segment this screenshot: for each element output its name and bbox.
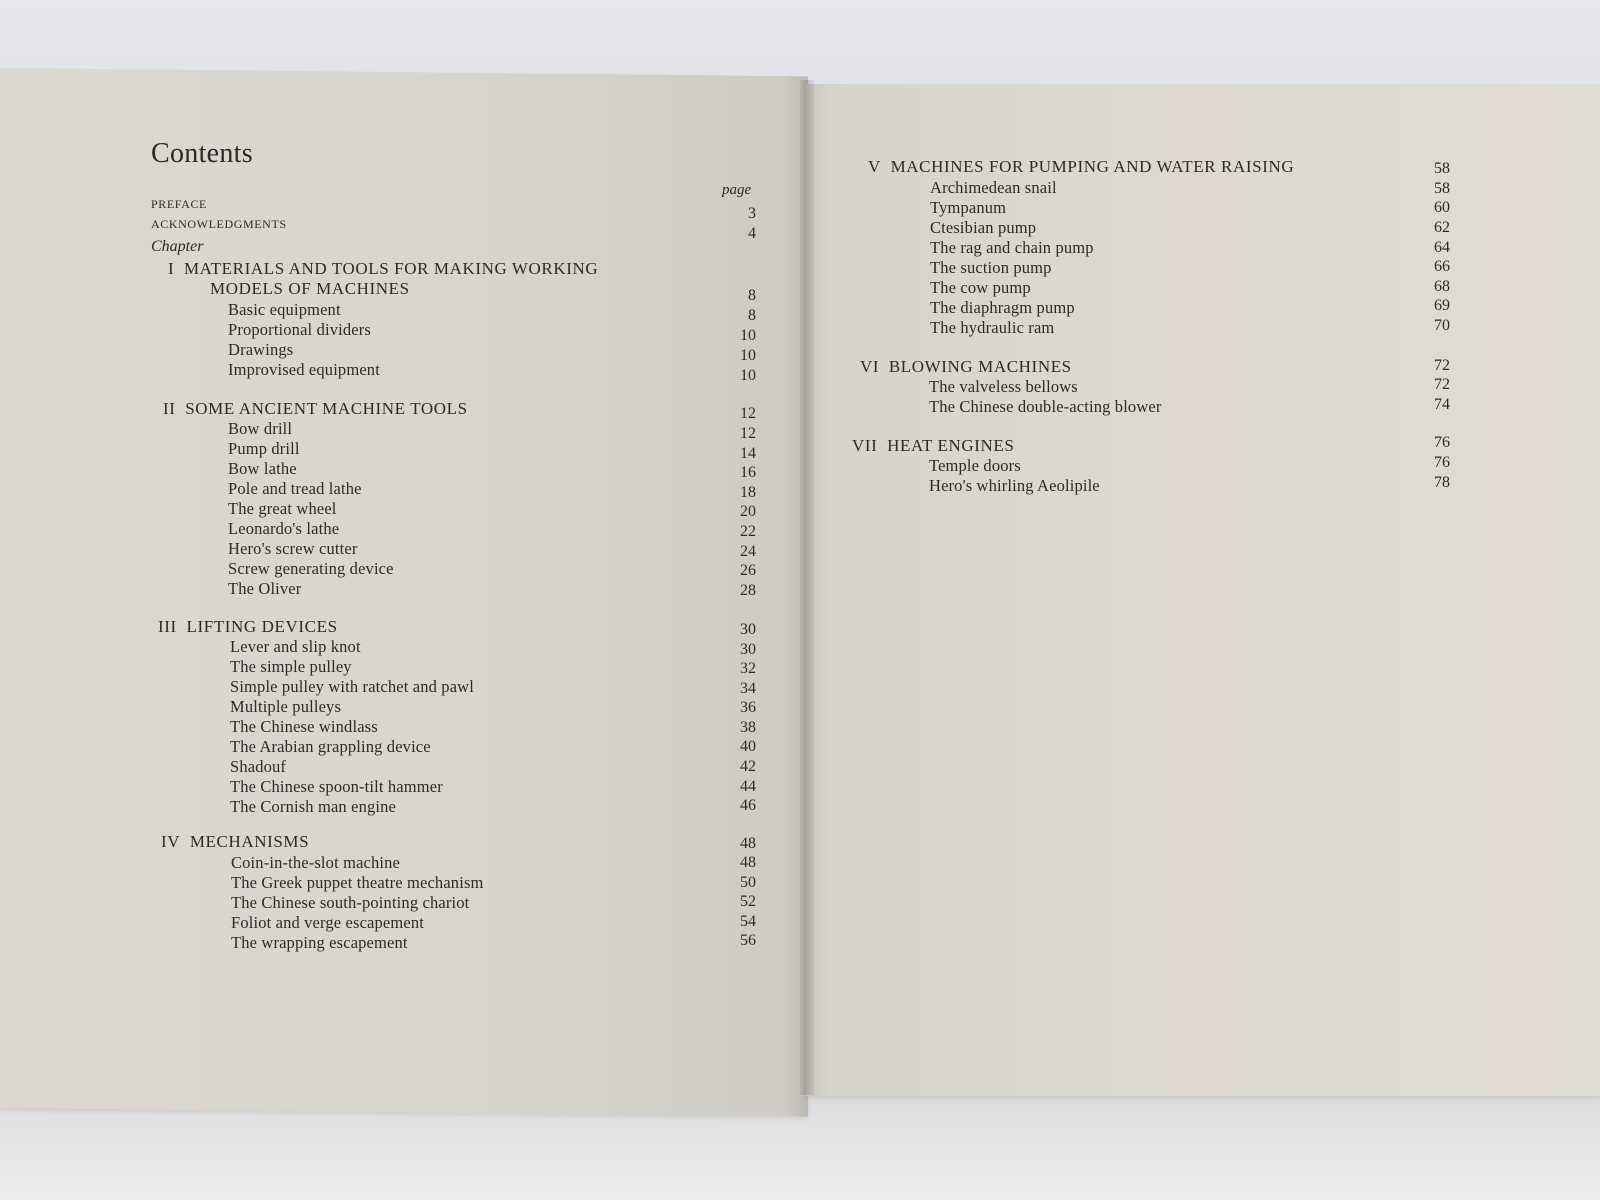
section-coin-in-slot-page: 48 bbox=[740, 854, 756, 871]
section-basic-equipment: Basic equipment bbox=[228, 300, 341, 319]
chapter-v-title: MACHINES FOR PUMPING AND WATER RAISING bbox=[890, 157, 1295, 176]
book-gutter bbox=[800, 80, 814, 1095]
section-rag-chain-pump: The rag and chain pump bbox=[930, 238, 1094, 257]
section-simple-pulley-ratchet-page: 34 bbox=[740, 680, 756, 697]
section-heros-aeolipile: Hero's whirling Aeolipile bbox=[929, 476, 1100, 495]
section-bow-lathe: Bow lathe bbox=[228, 459, 297, 478]
contents-title: Contents bbox=[151, 138, 253, 169]
chapter-vi-title: BLOWING MACHINES bbox=[888, 357, 1072, 376]
section-greek-puppet-theatre-page: 50 bbox=[740, 874, 756, 891]
section-great-wheel: The great wheel bbox=[228, 499, 337, 518]
section-heros-screw-cutter-page: 24 bbox=[740, 543, 756, 560]
section-archimedean-snail: Archimedean snail bbox=[930, 178, 1057, 197]
section-ctesibian-pump-page: 62 bbox=[1434, 219, 1450, 236]
section-coin-in-slot: Coin-in-the-slot machine bbox=[231, 853, 401, 872]
section-foliot-verge: Foliot and verge escapement bbox=[231, 913, 424, 932]
section-the-oliver: The Oliver bbox=[228, 579, 302, 598]
section-tympanum: Tympanum bbox=[930, 198, 1007, 217]
section-valveless-bellows-page: 72 bbox=[1434, 376, 1450, 393]
section-multiple-pulleys-page: 36 bbox=[740, 699, 756, 716]
section-cornish-man-engine: The Cornish man engine bbox=[230, 797, 396, 816]
chapter-column-label: Chapter bbox=[151, 238, 204, 255]
section-heros-screw-cutter: Hero's screw cutter bbox=[228, 539, 358, 558]
section-leonardos-lathe-page: 22 bbox=[740, 523, 756, 540]
section-simple-pulley-page: 32 bbox=[740, 660, 756, 677]
chapter-v-numeral: V bbox=[868, 157, 881, 176]
section-pole-tread-lathe-page: 18 bbox=[740, 484, 756, 501]
section-leonardos-lathe: Leonardo's lathe bbox=[228, 519, 340, 538]
section-archimedean-snail-page: 58 bbox=[1434, 180, 1450, 197]
section-cow-pump-page: 68 bbox=[1434, 278, 1450, 295]
section-simple-pulley-ratchet: Simple pulley with ratchet and pawl bbox=[230, 677, 474, 696]
front-matter-preface: PREFACE bbox=[151, 197, 207, 211]
chapter-iii-heading bbox=[158, 617, 338, 637]
chapter-v-heading bbox=[868, 157, 1294, 177]
chapter-vii-heading bbox=[852, 436, 1014, 456]
section-diaphragm-pump: The diaphragm pump bbox=[930, 298, 1075, 317]
chapter-i-page: 8 bbox=[748, 287, 756, 304]
section-wrapping-escapement: The wrapping escapement bbox=[231, 933, 408, 952]
section-shadouf: Shadouf bbox=[230, 757, 287, 776]
chapter-ii-numeral: II bbox=[163, 399, 176, 418]
chapter-ii-heading bbox=[163, 399, 468, 419]
section-screw-generating-device-page: 26 bbox=[740, 562, 756, 579]
section-simple-pulley: The simple pulley bbox=[230, 657, 352, 676]
chapter-i-heading bbox=[168, 259, 598, 279]
chapter-iv-heading bbox=[161, 832, 309, 852]
section-south-pointing-chariot-page: 52 bbox=[740, 893, 756, 910]
chapter-ii-page: 12 bbox=[740, 405, 756, 422]
section-hydraulic-ram-page: 70 bbox=[1434, 317, 1450, 334]
section-pump-drill-page: 14 bbox=[740, 445, 756, 462]
section-the-oliver-page: 28 bbox=[740, 582, 756, 599]
section-chinese-spoon-tilt-hammer-page: 44 bbox=[740, 778, 756, 795]
section-hydraulic-ram: The hydraulic ram bbox=[930, 318, 1055, 337]
section-suction-pump: The suction pump bbox=[930, 258, 1052, 277]
section-arabian-grappling-device-page: 40 bbox=[740, 738, 756, 755]
section-wrapping-escapement-page: 56 bbox=[740, 932, 756, 949]
section-lever-slip-knot-page: 30 bbox=[740, 641, 756, 658]
section-temple-doors: Temple doors bbox=[929, 456, 1021, 475]
section-screw-generating-device: Screw generating device bbox=[228, 559, 394, 578]
section-drawings: Drawings bbox=[228, 340, 294, 359]
section-rag-chain-pump-page: 64 bbox=[1434, 239, 1450, 256]
section-chinese-windlass-page: 38 bbox=[740, 719, 756, 736]
chapter-v-page: 58 bbox=[1434, 160, 1450, 177]
chapter-vii-title: HEAT ENGINES bbox=[887, 436, 1015, 455]
left-page bbox=[0, 68, 808, 1116]
section-multiple-pulleys: Multiple pulleys bbox=[230, 697, 342, 716]
chapter-ii-title: SOME ANCIENT MACHINE TOOLS bbox=[185, 399, 468, 418]
section-improvised-equipment-page: 10 bbox=[740, 367, 756, 384]
section-improvised-equipment: Improvised equipment bbox=[228, 360, 380, 379]
section-pump-drill: Pump drill bbox=[228, 439, 300, 458]
section-diaphragm-pump-page: 69 bbox=[1434, 297, 1450, 314]
section-south-pointing-chariot: The Chinese south-pointing chariot bbox=[231, 893, 470, 912]
section-foliot-verge-page: 54 bbox=[740, 913, 756, 930]
front-matter-acknowledgments-page: 4 bbox=[748, 225, 756, 242]
chapter-iv-page: 48 bbox=[740, 835, 756, 852]
section-tympanum-page: 60 bbox=[1434, 199, 1450, 216]
section-bow-drill-page: 12 bbox=[740, 425, 756, 442]
front-matter-acknowledgments: ACKNOWLEDGMENTS bbox=[151, 217, 287, 231]
section-heros-aeolipile-page: 78 bbox=[1434, 474, 1450, 491]
section-chinese-spoon-tilt-hammer: The Chinese spoon-tilt hammer bbox=[230, 777, 443, 796]
chapter-i-title-line2: MODELS OF MACHINES bbox=[210, 279, 410, 298]
section-proportional-dividers: Proportional dividers bbox=[228, 320, 371, 339]
section-cornish-man-engine-page: 46 bbox=[740, 797, 756, 814]
chapter-iv-numeral: IV bbox=[161, 832, 181, 851]
chapter-vii-numeral: VII bbox=[852, 436, 878, 455]
right-page bbox=[806, 84, 1600, 1096]
section-bow-drill: Bow drill bbox=[228, 419, 293, 438]
page-column-label: page bbox=[722, 182, 752, 198]
chapter-i-numeral: I bbox=[168, 259, 175, 278]
chapter-iv-title: MECHANISMS bbox=[189, 832, 310, 851]
chapter-i-title: MATERIALS AND TOOLS FOR MAKING WORKING bbox=[183, 259, 599, 278]
section-chinese-double-acting-blower: The Chinese double-acting blower bbox=[929, 397, 1162, 416]
front-matter-preface-page: 3 bbox=[748, 205, 756, 222]
section-ctesibian-pump: Ctesibian pump bbox=[930, 218, 1037, 237]
chapter-vi-heading bbox=[860, 357, 1072, 377]
section-bow-lathe-page: 16 bbox=[740, 464, 756, 481]
section-valveless-bellows: The valveless bellows bbox=[929, 377, 1078, 396]
section-shadouf-page: 42 bbox=[740, 758, 756, 775]
section-basic-equipment-page: 8 bbox=[748, 307, 756, 324]
chapter-vii-page: 76 bbox=[1434, 434, 1450, 451]
section-cow-pump: The cow pump bbox=[930, 278, 1031, 297]
chapter-vi-page: 72 bbox=[1434, 357, 1450, 374]
chapter-iii-numeral: III bbox=[158, 617, 177, 636]
section-temple-doors-page: 76 bbox=[1434, 454, 1450, 471]
section-arabian-grappling-device: The Arabian grappling device bbox=[230, 737, 431, 756]
section-great-wheel-page: 20 bbox=[740, 503, 756, 520]
section-drawings-page: 10 bbox=[740, 347, 756, 364]
section-pole-tread-lathe: Pole and tread lathe bbox=[228, 479, 362, 498]
section-chinese-double-acting-blower-page: 74 bbox=[1434, 396, 1450, 413]
section-suction-pump-page: 66 bbox=[1434, 258, 1450, 275]
chapter-iii-title: LIFTING DEVICES bbox=[186, 617, 338, 636]
section-lever-slip-knot: Lever and slip knot bbox=[230, 637, 361, 656]
section-greek-puppet-theatre: The Greek puppet theatre mechanism bbox=[231, 873, 484, 892]
chapter-iii-page: 30 bbox=[740, 621, 756, 638]
section-proportional-dividers-page: 10 bbox=[740, 327, 756, 344]
section-chinese-windlass: The Chinese windlass bbox=[230, 717, 378, 736]
chapter-vi-numeral: VI bbox=[860, 357, 880, 376]
